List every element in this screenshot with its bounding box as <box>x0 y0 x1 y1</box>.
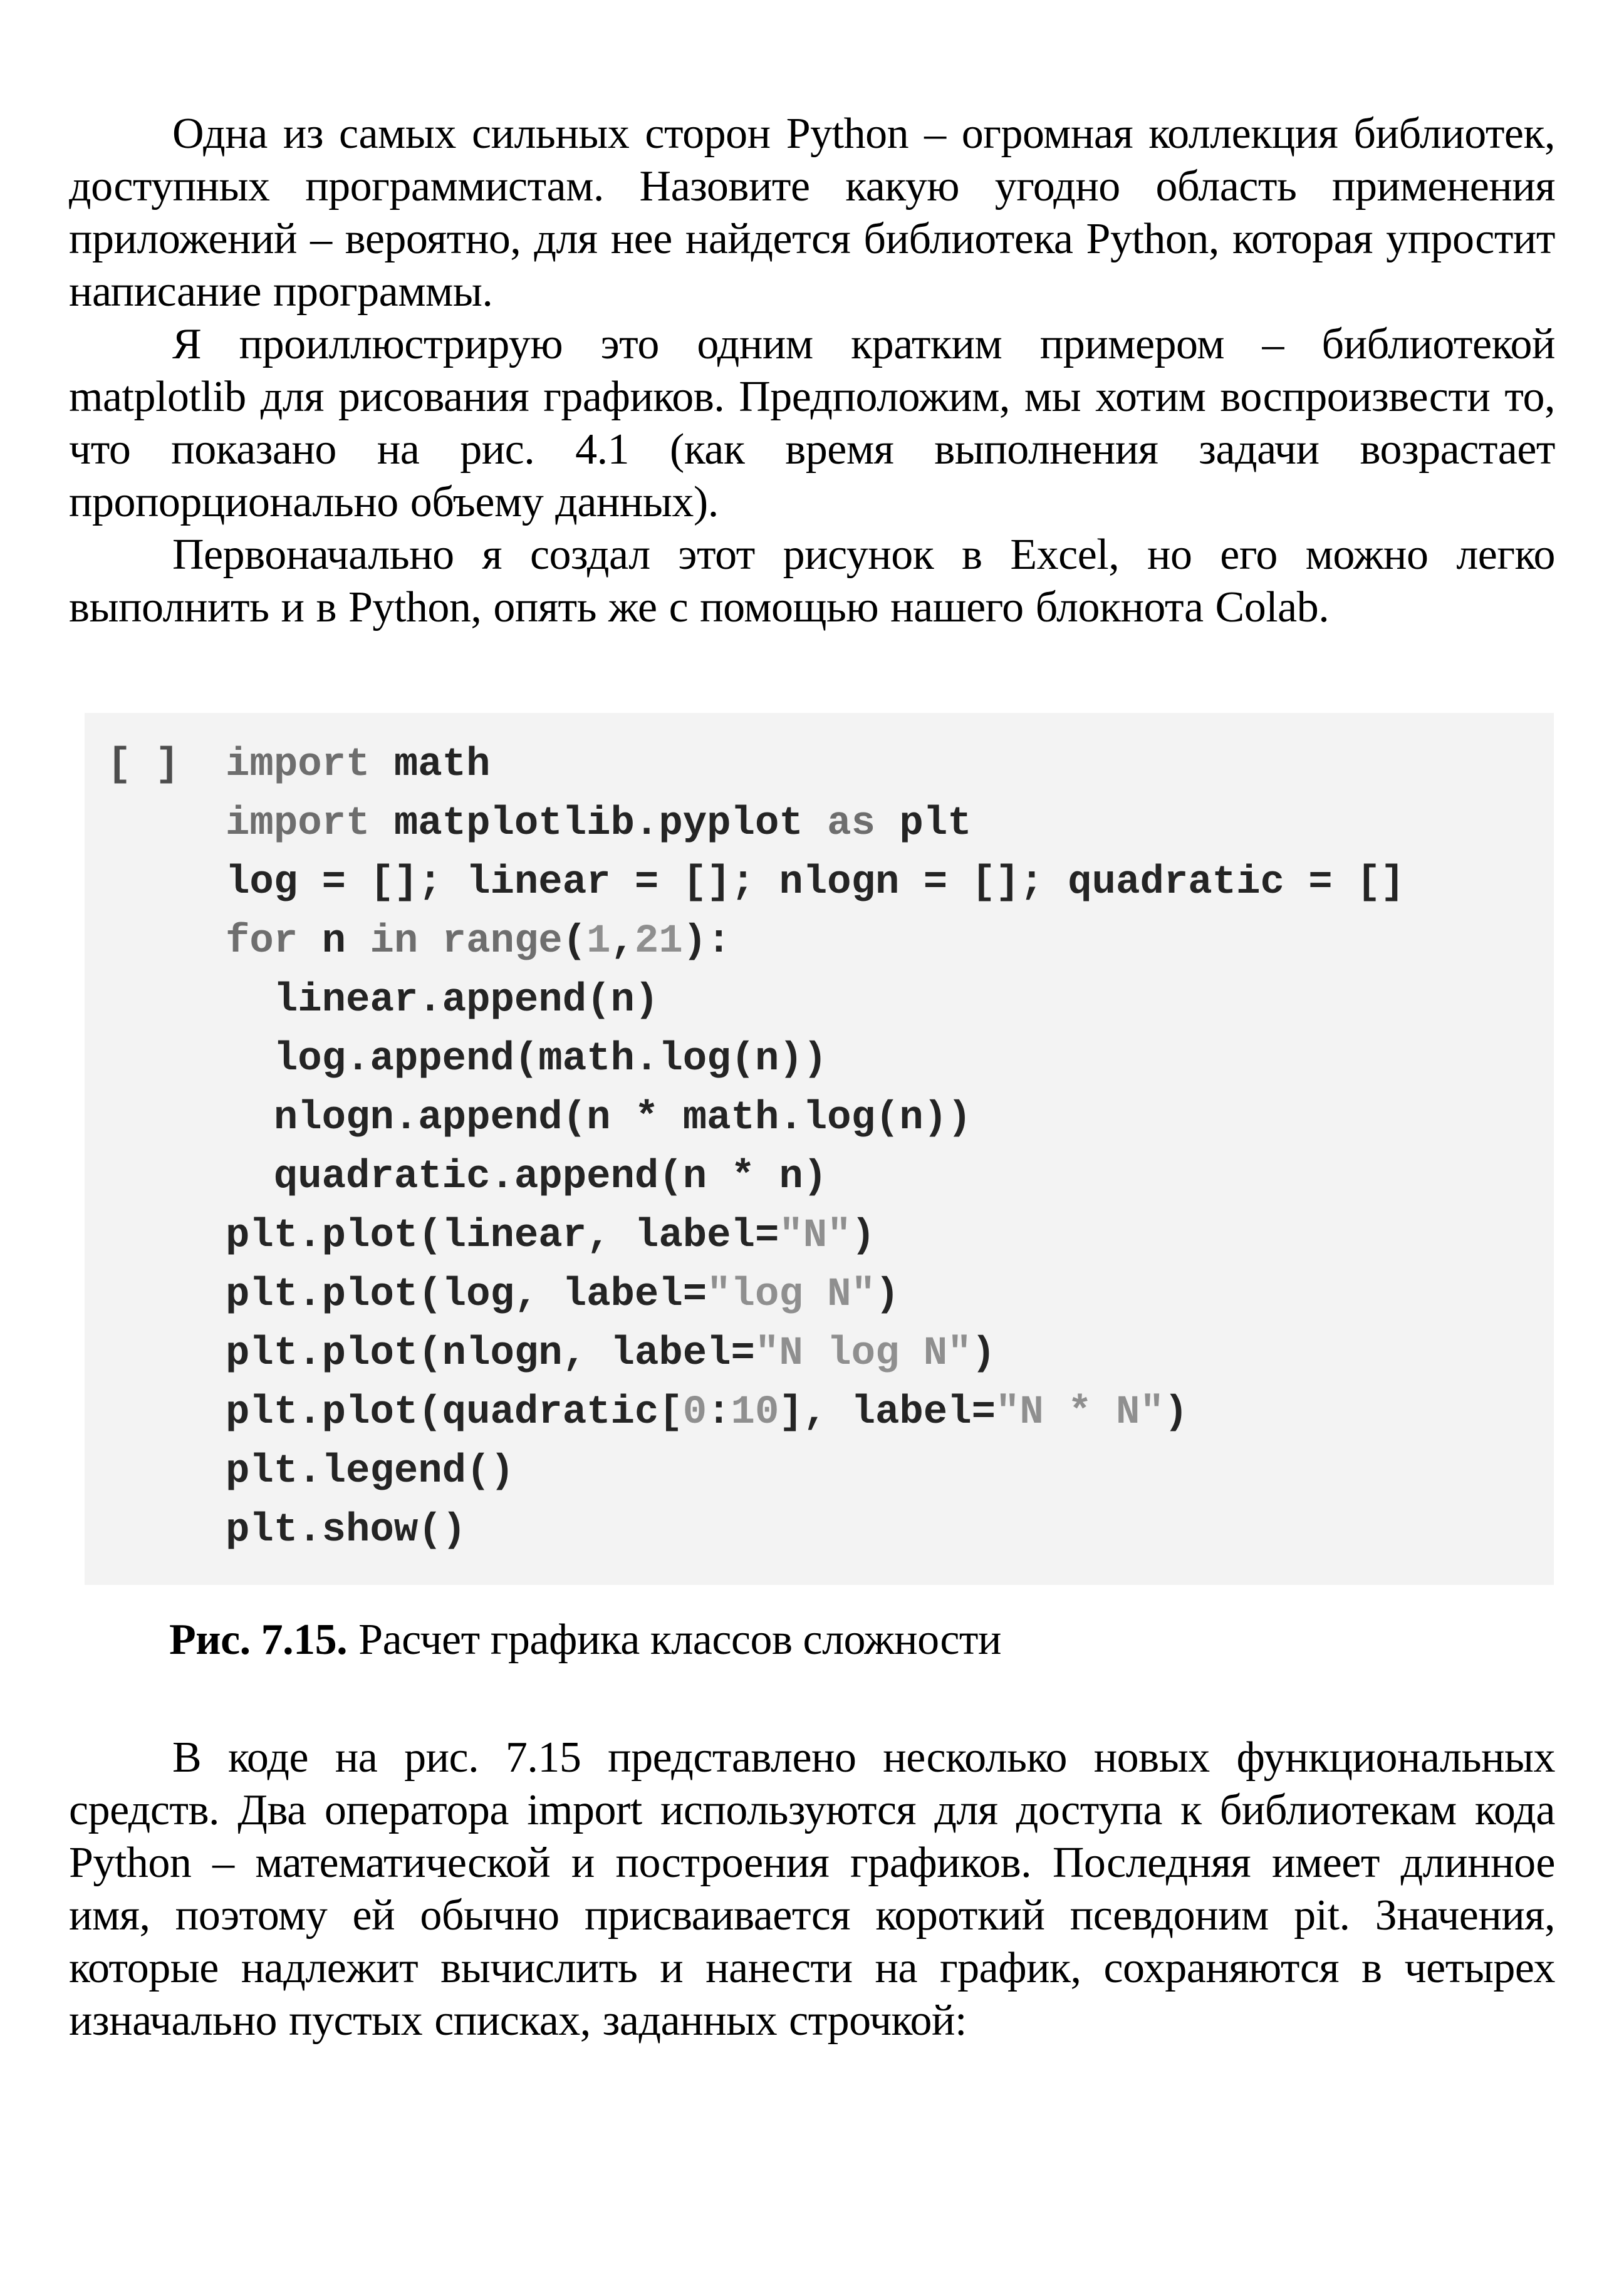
code-token: ) <box>851 1213 875 1259</box>
code-token: quadratic.append(n * n) <box>273 1155 828 1200</box>
code-token: plt.plot(log, label= <box>226 1272 707 1317</box>
code-token: plt.legend() <box>226 1449 514 1494</box>
code-token: plt.plot(linear, label= <box>226 1213 779 1259</box>
code-token: plt.show() <box>226 1508 467 1553</box>
code-token: ( <box>562 919 587 964</box>
code-token: import <box>226 742 394 787</box>
code-token: 1 <box>586 919 611 964</box>
code-token: linear.append(n) <box>273 978 659 1023</box>
code-line <box>226 1265 1535 1324</box>
code-token: matplotlib.pyplot <box>393 801 803 846</box>
code-token: import <box>226 801 394 846</box>
code-line <box>226 1442 1535 1501</box>
code-token: for <box>226 919 322 964</box>
code-token: log.append(math.log(n)) <box>273 1037 828 1082</box>
code-token: ) <box>971 1331 996 1376</box>
paragraph: В коде на рис. 7.15 представлено несколько новых функциональных средств. Два оператора import используются для доступа к библиотекам кода Python – математической и построения графиков. Последняя имеет длинное имя, поэтому ей обычно присваивается короткий псевдоним pit. Значения, которые надлежит вычислить и нанести на график, сохраняются в четырех изначально пустых списках, заданных строчкой: <box>69 1733 1555 2045</box>
code-line <box>226 735 1535 794</box>
code-token: in <box>370 919 442 964</box>
code-line <box>226 794 1535 853</box>
code-token: ], label= <box>779 1390 996 1435</box>
code-line <box>226 1383 1535 1442</box>
code-token: log = []; linear = []; nlogn = []; quadratic = [] <box>226 860 1405 905</box>
code-token: "log N" <box>707 1272 875 1317</box>
code-line <box>226 1207 1535 1265</box>
code-token: ) <box>1163 1390 1189 1435</box>
code-line <box>226 1148 1535 1207</box>
code-token: "N * N" <box>996 1390 1164 1435</box>
code-token: plt <box>899 801 972 846</box>
code-token: 21 <box>634 919 683 964</box>
code-token: plt.plot(nlogn, label= <box>226 1331 755 1376</box>
code-line <box>226 971 1535 1030</box>
colab-run-cell-placeholder: [ ] <box>107 742 180 787</box>
code-token: n <box>321 919 370 964</box>
page-content <box>69 108 1555 2047</box>
code-line <box>226 1324 1535 1383</box>
code-token: , <box>610 919 635 964</box>
code-token: nlogn.append(n * math.log(n)) <box>273 1096 972 1141</box>
paragraph: Первоначально я создал этот рисунок в Excel, но его можно легко выполнить и в Python, опять же с помощью нашего блокнота Colab. <box>69 531 1555 631</box>
code-token: plt.plot(quadratic[ <box>226 1390 683 1435</box>
paragraph: Я проиллюстрирую это одним кратким примером – библиотекой matplotlib для рисования графиков. Предположим, мы хотим воспроизвести то, что показано на рис. 4.1 (как время выполнения задачи возрастает пропорционально объему данных). <box>69 320 1555 526</box>
code-token: math <box>393 742 491 787</box>
code-token: ): <box>682 919 731 964</box>
figure-caption <box>169 1614 1555 1666</box>
code-token: ) <box>875 1272 900 1317</box>
code-line <box>226 853 1535 912</box>
code-token: "N log N" <box>754 1331 972 1376</box>
code-line <box>226 912 1535 971</box>
figure-caption-label: Рис. 7.15. <box>169 1616 348 1664</box>
code-token: 10 <box>731 1390 779 1435</box>
code-token: 0 <box>682 1390 707 1435</box>
code-cell <box>85 713 1554 1585</box>
code-token: range <box>442 919 563 964</box>
code-token: : <box>707 1390 731 1435</box>
after-figure-paragraphs <box>69 1732 1555 2047</box>
code-token: as <box>803 801 900 846</box>
figure-caption-text: Расчет графика классов сложности <box>358 1616 1001 1664</box>
paragraph: Одна из самых сильных сторон Python – огромная коллекция библиотек, доступных программистам. Назовите какую угодно область применения приложений – вероятно, для нее найдется библиотека Python, которая упростит написание программы. <box>69 110 1555 316</box>
code-line <box>226 1089 1535 1148</box>
code-area <box>226 735 1535 1560</box>
code-token: "N" <box>779 1213 851 1259</box>
body-paragraphs <box>69 108 1555 634</box>
code-line <box>226 1501 1535 1560</box>
code-line <box>226 1030 1535 1089</box>
